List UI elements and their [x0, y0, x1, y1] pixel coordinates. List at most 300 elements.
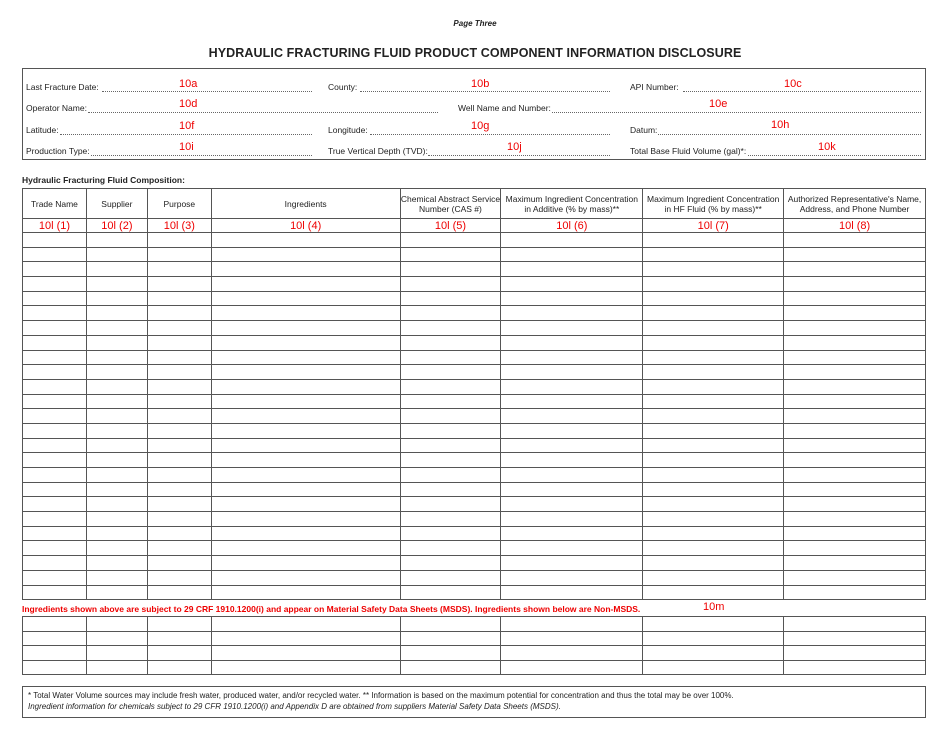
table-cell[interactable]: [400, 233, 501, 248]
table-cell[interactable]: [86, 321, 147, 336]
table-cell[interactable]: [147, 335, 211, 350]
table-cell[interactable]: [400, 306, 501, 321]
table-cell[interactable]: [86, 277, 147, 292]
table-cell[interactable]: [147, 497, 211, 512]
table-cell[interactable]: [501, 423, 643, 438]
table-cell[interactable]: [643, 453, 784, 468]
col-header-ingredients: Ingredients: [211, 189, 400, 219]
table-cell[interactable]: [784, 438, 926, 453]
table-cell[interactable]: [211, 306, 400, 321]
latitude-field[interactable]: [60, 134, 312, 135]
datum-field[interactable]: [658, 134, 921, 135]
table-cell[interactable]: [211, 291, 400, 306]
table-cell[interactable]: [211, 631, 400, 646]
table-cell[interactable]: [211, 365, 400, 380]
table-cell[interactable]: [784, 660, 926, 675]
table-cell[interactable]: [643, 335, 784, 350]
table-cell[interactable]: [643, 379, 784, 394]
table-cell[interactable]: [147, 570, 211, 585]
table-cell[interactable]: [23, 365, 87, 380]
table-cell[interactable]: [400, 585, 501, 600]
latitude-label: Latitude:: [26, 125, 59, 135]
table-cell[interactable]: [784, 350, 926, 365]
table-cell[interactable]: [211, 423, 400, 438]
footer-notes: [22, 686, 926, 718]
table-cell[interactable]: [400, 262, 501, 277]
table-cell[interactable]: [784, 541, 926, 556]
table-cell[interactable]: [147, 468, 211, 483]
table-cell[interactable]: [400, 541, 501, 556]
table-cell[interactable]: [501, 277, 643, 292]
table-cell[interactable]: [23, 512, 87, 527]
table-cell[interactable]: [86, 379, 147, 394]
table-cell[interactable]: [501, 365, 643, 380]
table-cell[interactable]: [400, 321, 501, 336]
table-cell[interactable]: [784, 306, 926, 321]
table-cell[interactable]: [643, 394, 784, 409]
table-cell[interactable]: [23, 482, 87, 497]
table-cell[interactable]: [643, 497, 784, 512]
table-cell[interactable]: [86, 262, 147, 277]
table-cell[interactable]: [400, 631, 501, 646]
table-cell[interactable]: [86, 468, 147, 483]
code-cell: 10l (1): [23, 219, 87, 233]
table-cell[interactable]: [23, 646, 87, 661]
table-cell[interactable]: [784, 453, 926, 468]
table-cell[interactable]: [400, 247, 501, 262]
composition-table: [22, 188, 926, 600]
col-header-trade-name: Trade Name: [23, 189, 87, 219]
table-cell[interactable]: [400, 556, 501, 571]
table-cell[interactable]: [23, 233, 87, 248]
table-cell[interactable]: [643, 306, 784, 321]
total-base-fluid-label: Total Base Fluid Volume (gal)*:: [630, 146, 747, 156]
table-cell[interactable]: [86, 394, 147, 409]
table-cell[interactable]: [501, 526, 643, 541]
table-cell[interactable]: [86, 646, 147, 661]
table-row: [23, 277, 926, 292]
table-cell[interactable]: [23, 247, 87, 262]
table-cell[interactable]: [211, 394, 400, 409]
table-cell[interactable]: [23, 617, 87, 632]
table-cell[interactable]: [784, 365, 926, 380]
col-header-supplier: Supplier: [86, 189, 147, 219]
table-cell[interactable]: [23, 379, 87, 394]
operator-name-code: 10d: [179, 98, 198, 110]
table-cell[interactable]: [211, 468, 400, 483]
table-cell[interactable]: [501, 394, 643, 409]
table-cell[interactable]: [501, 468, 643, 483]
table-cell[interactable]: [643, 570, 784, 585]
table-cell[interactable]: [23, 526, 87, 541]
table-cell[interactable]: [211, 453, 400, 468]
table-cell[interactable]: [784, 335, 926, 350]
total-base-fluid-code: 10k: [818, 141, 836, 153]
table-cell[interactable]: [147, 556, 211, 571]
table-cell[interactable]: [147, 306, 211, 321]
last-fracture-date-label: Last Fracture Date:: [26, 82, 99, 92]
table-cell[interactable]: [86, 526, 147, 541]
table-cell[interactable]: [400, 512, 501, 527]
table-cell[interactable]: [23, 660, 87, 675]
table-cell[interactable]: [86, 617, 147, 632]
table-cell[interactable]: [86, 570, 147, 585]
table-cell[interactable]: [86, 247, 147, 262]
table-cell[interactable]: [211, 556, 400, 571]
table-cell[interactable]: [147, 350, 211, 365]
table-cell[interactable]: [147, 646, 211, 661]
table-cell[interactable]: [501, 660, 643, 675]
table-cell[interactable]: [400, 497, 501, 512]
table-cell[interactable]: [400, 379, 501, 394]
table-cell[interactable]: [501, 409, 643, 424]
code-cell: 10l (4): [211, 219, 400, 233]
table-cell[interactable]: [23, 335, 87, 350]
table-cell[interactable]: [211, 379, 400, 394]
table-cell[interactable]: [784, 570, 926, 585]
code-cell: 10l (6): [501, 219, 643, 233]
table-cell[interactable]: [147, 526, 211, 541]
table-cell[interactable]: [147, 394, 211, 409]
table-cell[interactable]: [86, 497, 147, 512]
code-cell: 10l (5): [400, 219, 501, 233]
table-cell[interactable]: [784, 556, 926, 571]
code-cell: 10l (3): [147, 219, 211, 233]
table-cell[interactable]: [147, 321, 211, 336]
table-cell[interactable]: [211, 350, 400, 365]
table-cell[interactable]: [23, 541, 87, 556]
table-cell[interactable]: [643, 512, 784, 527]
production-type-code: 10i: [179, 141, 194, 153]
table-row: [23, 585, 926, 600]
table-cell[interactable]: [784, 291, 926, 306]
table-cell[interactable]: [23, 556, 87, 571]
table-row: [23, 453, 926, 468]
table-cell[interactable]: [147, 409, 211, 424]
county-field[interactable]: [360, 91, 610, 92]
county-label: County:: [328, 82, 358, 92]
code-row: [23, 219, 926, 233]
table-cell[interactable]: [400, 365, 501, 380]
table-row: [23, 660, 926, 675]
last-fracture-date-field[interactable]: [102, 91, 312, 92]
table-cell[interactable]: [400, 660, 501, 675]
longitude-code: 10g: [471, 120, 490, 132]
table-cell[interactable]: [501, 350, 643, 365]
table-cell[interactable]: [784, 497, 926, 512]
table-cell[interactable]: [501, 438, 643, 453]
table-cell[interactable]: [23, 394, 87, 409]
table-cell[interactable]: [86, 512, 147, 527]
table-cell[interactable]: [501, 570, 643, 585]
table-row: [23, 482, 926, 497]
table-cell[interactable]: [643, 631, 784, 646]
table-row: [23, 468, 926, 483]
table-cell[interactable]: [211, 277, 400, 292]
table-cell[interactable]: [784, 482, 926, 497]
table-cell[interactable]: [643, 321, 784, 336]
production-type-field[interactable]: [91, 155, 312, 156]
table-cell[interactable]: [147, 541, 211, 556]
table-cell[interactable]: [86, 233, 147, 248]
api-number-field[interactable]: [683, 91, 921, 92]
table-cell[interactable]: [501, 556, 643, 571]
table-cell[interactable]: [501, 617, 643, 632]
table-cell[interactable]: [643, 233, 784, 248]
table-cell[interactable]: [400, 438, 501, 453]
table-cell[interactable]: [23, 306, 87, 321]
table-cell[interactable]: [86, 423, 147, 438]
table-cell[interactable]: [784, 585, 926, 600]
table-row: [23, 409, 926, 424]
table-cell[interactable]: [23, 585, 87, 600]
table-cell[interactable]: [400, 526, 501, 541]
table-cell[interactable]: [86, 631, 147, 646]
table-cell[interactable]: [784, 277, 926, 292]
api-number-label: API Number:: [630, 82, 679, 92]
table-cell[interactable]: [784, 526, 926, 541]
table-cell[interactable]: [86, 660, 147, 675]
table-cell[interactable]: [147, 277, 211, 292]
table-cell[interactable]: [400, 291, 501, 306]
table-cell[interactable]: [400, 350, 501, 365]
table-cell[interactable]: [643, 350, 784, 365]
table-cell[interactable]: [400, 468, 501, 483]
table-cell[interactable]: [643, 247, 784, 262]
table-cell[interactable]: [147, 617, 211, 632]
table-cell[interactable]: [400, 409, 501, 424]
table-cell[interactable]: [643, 526, 784, 541]
table-cell[interactable]: [784, 247, 926, 262]
table-cell[interactable]: [211, 541, 400, 556]
table-cell[interactable]: [784, 394, 926, 409]
table-cell[interactable]: [643, 585, 784, 600]
table-cell[interactable]: [23, 497, 87, 512]
table-row: [23, 247, 926, 262]
table-cell[interactable]: [86, 335, 147, 350]
table-cell[interactable]: [211, 247, 400, 262]
table-cell[interactable]: [23, 468, 87, 483]
table-row: [23, 646, 926, 661]
table-row: [23, 335, 926, 350]
county-code: 10b: [471, 78, 490, 90]
table-cell[interactable]: [23, 570, 87, 585]
table-cell[interactable]: [400, 453, 501, 468]
table-cell[interactable]: [23, 453, 87, 468]
table-cell[interactable]: [23, 631, 87, 646]
longitude-label: Longitude:: [328, 125, 368, 135]
table-cell[interactable]: [501, 497, 643, 512]
table-cell[interactable]: [86, 482, 147, 497]
tvd-label: True Vertical Depth (TVD):: [328, 146, 428, 156]
datum-code: 10h: [771, 119, 790, 131]
table-cell[interactable]: [784, 321, 926, 336]
table-cell[interactable]: [147, 585, 211, 600]
table-cell[interactable]: [643, 541, 784, 556]
table-cell[interactable]: [23, 409, 87, 424]
table-cell[interactable]: [86, 585, 147, 600]
footer-line-2: Ingredient information for chemicals subject to 29 CFR 1910.1200(i) and Appendix D are obtained from suppliers Material Safety Data Sheets (MSDS).: [28, 702, 561, 711]
table-cell[interactable]: [147, 423, 211, 438]
table-cell[interactable]: [211, 497, 400, 512]
table-cell[interactable]: [784, 468, 926, 483]
table-cell[interactable]: [86, 438, 147, 453]
table-cell[interactable]: [501, 453, 643, 468]
table-cell[interactable]: [86, 365, 147, 380]
table-cell[interactable]: [501, 321, 643, 336]
table-cell[interactable]: [211, 321, 400, 336]
table-row: [23, 394, 926, 409]
table-cell[interactable]: [784, 423, 926, 438]
table-cell[interactable]: [501, 482, 643, 497]
table-cell[interactable]: [147, 247, 211, 262]
table-cell[interactable]: [784, 631, 926, 646]
table-row: [23, 233, 926, 248]
table-row: [23, 438, 926, 453]
composition-section-label: Hydraulic Fracturing Fluid Composition:: [22, 175, 185, 185]
table-cell[interactable]: [211, 409, 400, 424]
table-cell[interactable]: [501, 233, 643, 248]
table-cell[interactable]: [86, 556, 147, 571]
table-cell[interactable]: [784, 512, 926, 527]
table-cell[interactable]: [643, 617, 784, 632]
total-base-fluid-field[interactable]: [748, 155, 921, 156]
table-cell[interactable]: [501, 306, 643, 321]
longitude-field[interactable]: [370, 134, 610, 135]
table-cell[interactable]: [643, 660, 784, 675]
table-cell[interactable]: [400, 646, 501, 661]
table-cell[interactable]: [400, 482, 501, 497]
table-row: [23, 556, 926, 571]
table-cell[interactable]: [784, 617, 926, 632]
table-cell[interactable]: [400, 335, 501, 350]
table-cell[interactable]: [147, 453, 211, 468]
table-cell[interactable]: [211, 512, 400, 527]
table-cell[interactable]: [23, 277, 87, 292]
table-cell[interactable]: [86, 541, 147, 556]
table-cell[interactable]: [211, 482, 400, 497]
table-cell[interactable]: [211, 585, 400, 600]
table-cell[interactable]: [400, 277, 501, 292]
table-row: [23, 379, 926, 394]
table-cell[interactable]: [147, 365, 211, 380]
col-header-cas-number: Chemical Abstract Service Number (CAS #): [400, 189, 501, 219]
datum-label: Datum:: [630, 125, 658, 135]
table-cell[interactable]: [501, 646, 643, 661]
table-row: [23, 350, 926, 365]
table-cell[interactable]: [211, 262, 400, 277]
table-cell[interactable]: [643, 277, 784, 292]
table-cell[interactable]: [643, 409, 784, 424]
code-cell: 10l (7): [643, 219, 784, 233]
table-cell[interactable]: [643, 556, 784, 571]
col-header-authorized-rep: Authorized Representative's Name, Address, and Phone Number: [784, 189, 926, 219]
table-cell[interactable]: [643, 646, 784, 661]
table-cell[interactable]: [147, 631, 211, 646]
table-cell[interactable]: [784, 379, 926, 394]
table-cell[interactable]: [211, 660, 400, 675]
non-msds-code: 10m: [703, 601, 725, 613]
table-cell[interactable]: [211, 646, 400, 661]
operator-name-field[interactable]: [88, 112, 438, 113]
table-cell[interactable]: [211, 617, 400, 632]
table-cell[interactable]: [147, 291, 211, 306]
table-cell[interactable]: [147, 660, 211, 675]
table-cell[interactable]: [501, 512, 643, 527]
table-cell[interactable]: [501, 631, 643, 646]
table-cell[interactable]: [643, 482, 784, 497]
table-cell[interactable]: [211, 335, 400, 350]
table-cell[interactable]: [147, 233, 211, 248]
table-cell[interactable]: [784, 262, 926, 277]
table-row: [23, 497, 926, 512]
table-row: [23, 570, 926, 585]
table-cell[interactable]: [784, 646, 926, 661]
table-row: [23, 526, 926, 541]
well-name-label: Well Name and Number:: [458, 103, 551, 113]
table-cell[interactable]: [643, 291, 784, 306]
table-cell[interactable]: [784, 409, 926, 424]
table-cell[interactable]: [400, 394, 501, 409]
table-cell[interactable]: [23, 291, 87, 306]
table-cell[interactable]: [147, 379, 211, 394]
table-cell[interactable]: [23, 423, 87, 438]
table-cell[interactable]: [643, 438, 784, 453]
table-cell[interactable]: [86, 350, 147, 365]
table-cell[interactable]: [211, 526, 400, 541]
table-cell[interactable]: [501, 291, 643, 306]
table-cell[interactable]: [211, 233, 400, 248]
tvd-field[interactable]: [428, 155, 610, 156]
table-cell[interactable]: [643, 468, 784, 483]
table-cell[interactable]: [501, 585, 643, 600]
table-cell[interactable]: [501, 335, 643, 350]
table-cell[interactable]: [86, 306, 147, 321]
table-cell[interactable]: [501, 541, 643, 556]
well-name-field[interactable]: [552, 112, 921, 113]
table-cell[interactable]: [400, 570, 501, 585]
table-row: [23, 306, 926, 321]
last-fracture-date-code: 10a: [179, 78, 198, 90]
table-cell[interactable]: [400, 617, 501, 632]
table-cell[interactable]: [23, 438, 87, 453]
table-cell[interactable]: [23, 350, 87, 365]
table-cell[interactable]: [23, 262, 87, 277]
table-cell[interactable]: [784, 233, 926, 248]
table-cell[interactable]: [147, 482, 211, 497]
table-row: [23, 365, 926, 380]
table-cell[interactable]: [147, 262, 211, 277]
table-row: [23, 291, 926, 306]
latitude-code: 10f: [179, 120, 195, 132]
footer-line-1: * Total Water Volume sources may include fresh water, produced water, and/or recycled water. ** Information is based on the maximum potential for concentration and thus the total may be over 100%.: [28, 691, 734, 700]
table-cell[interactable]: [501, 247, 643, 262]
table-cell[interactable]: [501, 262, 643, 277]
table-cell[interactable]: [211, 438, 400, 453]
table-cell[interactable]: [86, 409, 147, 424]
table-cell[interactable]: [86, 291, 147, 306]
table-cell[interactable]: [211, 570, 400, 585]
table-cell[interactable]: [147, 512, 211, 527]
table-cell[interactable]: [643, 262, 784, 277]
table-cell[interactable]: [501, 379, 643, 394]
table-cell[interactable]: [86, 453, 147, 468]
table-cell[interactable]: [23, 321, 87, 336]
table-cell[interactable]: [147, 438, 211, 453]
table-cell[interactable]: [643, 365, 784, 380]
table-cell[interactable]: [643, 423, 784, 438]
table-cell[interactable]: [400, 423, 501, 438]
